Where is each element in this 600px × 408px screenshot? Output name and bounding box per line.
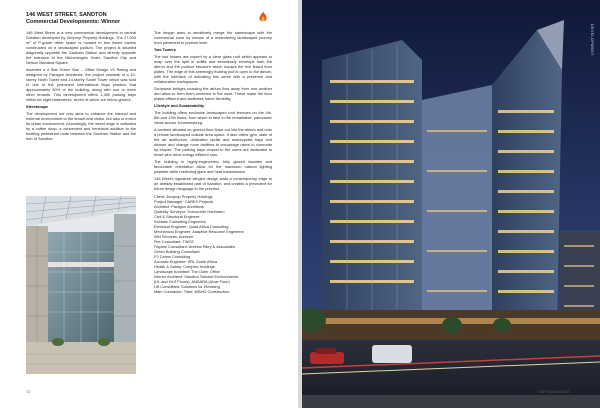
- credit-line: PJ Carew Consulting: [154, 254, 191, 259]
- credit-line: Lift Consultant: Solutions for Elevating: [154, 284, 220, 289]
- paragraph: A canteen situated on ground floor flows out into the atrium and onto a private landscaped outside area space. It also offers gym, state of the art auditorium, dedicated cyclist and motorcyclist bays and shower and change room facilities to encourage users to commute by bicycle. The parking bays closest to the cores are dedicated to those who drive energy efficient cars.: [154, 127, 272, 157]
- page-number: 72: [26, 389, 31, 394]
- credit-line: Fire Consultant: TWCE: [154, 239, 194, 244]
- section-heading-lifestyle: Lifestyle and Sustainability: [154, 103, 205, 108]
- credit-line: Health & Safety: Complex Holdings: [154, 264, 215, 269]
- credit-line: Mechanical Engineer: Adaptive Resource Engineers: [154, 229, 244, 234]
- building-night-photo: [302, 0, 600, 408]
- article-category: Commercial Developments: Winner: [26, 19, 121, 25]
- paragraph: 146 West Street is a new commercial development in central Sandton developed by Zenprop Property Holdings. The 27,000 m² of P-grade office space is housed in two linked towers constructed on a landscaped podium. The project is situated diagonally opposite the Gautrain Station and directly opposite the entrance to the Michelangelo Hotel, Sandton City and Nelson Mandela Square.: [26, 30, 136, 65]
- page-footer-label: SAPOA AWARDS: [538, 389, 570, 394]
- award-flame-icon: [258, 11, 268, 23]
- atrium-photo: [26, 196, 136, 374]
- paragraph: Awarded a 4 Star Green Star – Office Design V1 Rating and designed by Paragon Architects, the project consists of a 10-storey North Tower and 14-storey South Tower which was sold to one of the prominent international legal practice that approximately 60% of the building, along with one or more other tenants. This development offers 1,400 parking bays within six eight basements, seven of which are below ground.: [26, 67, 136, 102]
- credit-line: Civil & Structural Engineer:: [154, 214, 201, 219]
- section-heading-two-towers: Two Towers: [154, 47, 176, 52]
- paragraph: 146 West's signature winged design adds a contemporary edge to an already established part of Sandton, and creates a precedent for future design language in the precinct.: [154, 176, 272, 191]
- credit-line: Client: Zenprop Property Holdings: [154, 194, 213, 199]
- credit-line: Architect: Paragon Architects: [154, 204, 204, 209]
- credits-list: [154, 194, 272, 294]
- paragraph: The building is highly-engineered, fully glazed facades and favourable orientation allow for the maximum natural lighting possible while restricting glare and heat transmission.: [154, 159, 272, 174]
- paragraph: The two towers are copied by a clear glass roof which appears to wrap over the split of soffits and seamlessly envelope both the atrium and the podium structure which houses the five linked floor plates. The edge of this seemingly floating pod is open to the atrium, with the interface of activating this serve with a presence and collaborative workspaces.: [154, 54, 272, 84]
- credit-line: (HL and HLS Floors), ANSARA (Alvar Floor): [154, 279, 230, 284]
- credit-line: Green Building Consultant:: [154, 249, 201, 254]
- credit-line: Interior Architect: Sandton Tailored Environments: [154, 274, 239, 279]
- right-page: [302, 0, 600, 408]
- credit-line: Landscape Architect: The Outer Office: [154, 269, 220, 274]
- paragraph: Sculptural bridges crossing the atrium flow away from one another and allow to form them centered to the west. These make the floor plates efficient and facilitates future flexibility.: [154, 86, 272, 101]
- credit-line: Main Contractor: Tibet, WBHO Construction: [154, 289, 230, 294]
- left-page: [0, 0, 298, 408]
- paragraph: The design aims to sensitively merge the streetscape with the commercial zone by means of a meandering landscaped journey from pavement to podium level.: [154, 30, 272, 45]
- credit-line: Project Manager: CAREX Projects: [154, 199, 214, 204]
- article-header: [26, 12, 120, 26]
- credit-line: Sotiralis Consulting Engineers: [154, 219, 206, 224]
- text-column-1: [26, 30, 136, 143]
- credit-line: Acoustic Engineer: SRL South Africa: [154, 259, 218, 264]
- credit-line: Quantity Surveyor: Schoonvlie Hartmann: [154, 209, 225, 214]
- article-title: 146 WEST STREET, SANDTON: [26, 12, 107, 18]
- paragraph: The development not only aims to enhance the internal and external environment to the tenant and visitor, but also to enrich its urban environment. Accordingly, the street edge is activated by a coffee shop, a convenient and beneficial addition to the bustling pedestrian route between the Gautrain Station and the hub of Sandton.: [26, 111, 136, 141]
- credit-line: Wet Services: Aurecon: [154, 234, 194, 239]
- side-section-label: DEVELOPMENT: [590, 24, 594, 56]
- credit-line: Electrical Engineer: Quad Africa Consulting: [154, 224, 229, 229]
- paragraph: The building offers exclusive landscaped roof terraces on the 4th, 8th and 12th floors, from which to take in the remarkable, panoramic views across Johannesburg.: [154, 110, 272, 125]
- credit-line: Façade Consultant: Andrew Riley & Associates: [154, 244, 235, 249]
- text-column-2: [154, 30, 272, 294]
- section-heading-streetscape: Streetscape: [26, 104, 49, 109]
